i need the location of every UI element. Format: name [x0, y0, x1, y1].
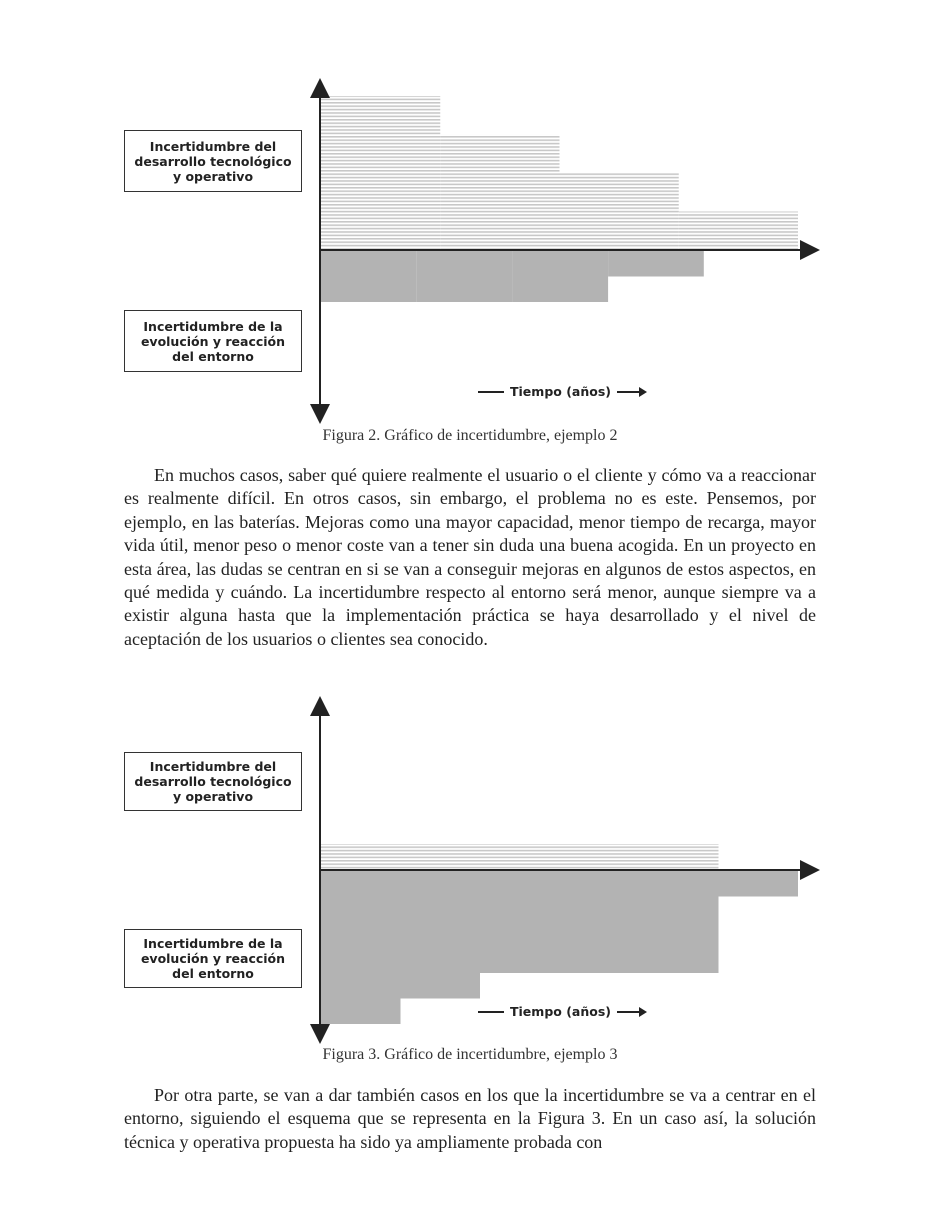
figure-3 — [0, 690, 940, 1050]
bar-tech-2 — [440, 135, 559, 251]
figure-3-bottom-label: Incertidumbre de la evolución y reacción del entorno — [124, 929, 302, 988]
bar-tech-2 — [401, 844, 481, 870]
left-line-icon — [478, 1011, 504, 1013]
bar-env-1 — [321, 871, 401, 1024]
bar-tech-4 — [679, 212, 798, 251]
bar-env-3 — [512, 251, 608, 302]
bar-env-5 — [639, 871, 719, 973]
bar-env-1 — [321, 251, 417, 302]
bar-tech-4 — [560, 844, 640, 870]
figure-2 — [0, 0, 940, 460]
paragraph-2-text-start: Por otra parte, se van a dar también casos en los que la incertidumbre se va a centrar en el entorno, siguiendo el esquema que se representa en la — [124, 1085, 816, 1129]
left-line-icon — [478, 391, 504, 393]
bar-env-2 — [401, 871, 481, 999]
right-arrow-icon — [617, 391, 645, 393]
figure-3-reference[interactable]: Figura 3 — [537, 1108, 601, 1129]
bar-env-6 — [719, 871, 799, 897]
figure-3-chart — [0, 690, 940, 1050]
bar-tech-5 — [639, 844, 719, 870]
bar-env-4 — [608, 251, 704, 277]
tiempo-text: Tiempo (años) — [510, 1004, 611, 1019]
body-paragraph-2 — [124, 1084, 816, 1154]
figure-3-caption: Figura 3. Gráfico de incertidumbre, ejemplo 3 — [322, 1046, 618, 1063]
figure-2-x-axis-label — [478, 384, 645, 399]
bar-env-2 — [417, 251, 513, 302]
body-paragraph-1: En muchos casos, saber qué quiere realmente el usuario o el cliente y cómo va a reaccionar es realmente difícil. En otros casos, sin embargo, el problema no es este. Pensemos, por ejemplo, en las baterías. Mejoras como una mayor capacidad, menor tiempo de recarga, mayor vida útil, menor peso o menor coste van a tener sin duda una buena acogida. En un proyecto en esta área, las dudas se centran en si se van a conseguir mejoras en algunos de estos aspectos, en qué medida y cuándo. La incertidumbre respecto al entorno será menor, aunque siempre va a existir alguna hasta que la implementación práctica se haya desarrollado y el nivel de aceptación de los usuarios o clientes sea conocido. — [124, 465, 816, 649]
figure-3-x-axis-label — [478, 1004, 645, 1019]
bar-env-4 — [560, 871, 640, 973]
figure-2-caption: Figura 2. Gráfico de incertidumbre, ejemplo 2 — [322, 427, 618, 444]
bar-tech-3 — [480, 844, 560, 870]
figure-2-bottom-label: Incertidumbre de la evolución y reacción del entorno — [124, 310, 302, 372]
figure-3-top-label: Incertidumbre del desarrollo tecnológico y operativo — [124, 752, 302, 811]
figure-2-top-label: Incertidumbre del desarrollo tecnológico y operativo — [124, 130, 302, 192]
bar-tech-1 — [321, 844, 401, 870]
tiempo-text: Tiempo (años) — [510, 384, 611, 399]
bar-tech-1 — [321, 96, 440, 250]
bar-env-3 — [480, 871, 560, 973]
right-arrow-icon — [617, 1011, 645, 1013]
bar-tech-3 — [560, 173, 679, 250]
paragraph-2-text-end: . En un caso así, la solución técnica y operativa propuesta ha sido ya ampliamente probada con — [124, 1108, 817, 1152]
